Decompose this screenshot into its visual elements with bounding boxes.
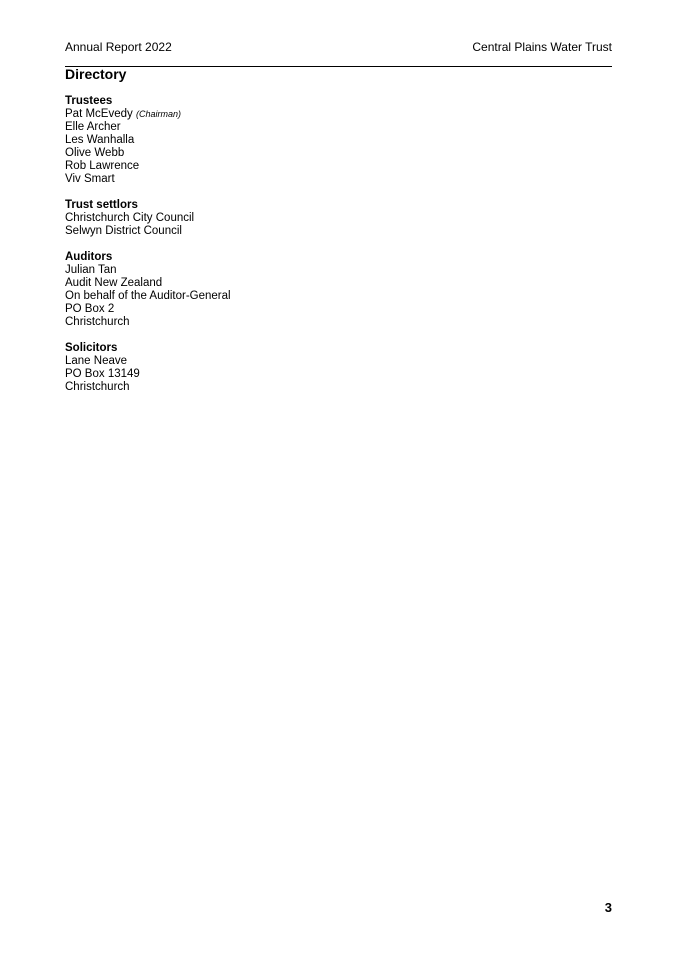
solicitors-section (65, 342, 465, 394)
trustee-name: Pat McEvedy (65, 108, 133, 120)
page-title: Directory (65, 66, 127, 82)
auditor-line: Christchurch (65, 316, 130, 328)
trustee-item (65, 108, 465, 121)
auditor-line: Audit New Zealand (65, 277, 163, 289)
settlors-section (65, 199, 465, 238)
trustee-item: Elle Archer (65, 121, 121, 133)
trustee-item: Viv Smart (65, 173, 115, 185)
directory-sections (65, 95, 465, 407)
auditors-heading: Auditors (65, 251, 113, 263)
trustees-heading: Trustees (65, 95, 113, 107)
auditor-line: On behalf of the Auditor-General (65, 290, 231, 302)
solicitors-heading: Solicitors (65, 342, 118, 354)
trustees-section (65, 95, 465, 186)
solicitor-line: Lane Neave (65, 355, 128, 367)
settlor-item: Selwyn District Council (65, 225, 182, 237)
settlors-heading: Trust settlors (65, 199, 138, 211)
auditor-line: Julian Tan (65, 264, 117, 276)
trustee-item: Rob Lawrence (65, 160, 140, 172)
trustee-item: Olive Webb (65, 147, 125, 159)
auditors-section (65, 251, 465, 329)
chairman-note: (Chairman) (135, 109, 181, 119)
trustee-item: Les Wanhalla (65, 134, 135, 146)
page-header (65, 40, 612, 67)
report-title: Annual Report 2022 (65, 40, 172, 54)
solicitor-line: PO Box 13149 (65, 368, 140, 380)
auditor-line: PO Box 2 (65, 303, 115, 315)
solicitor-line: Christchurch (65, 381, 130, 393)
page-number: 3 (604, 900, 612, 915)
organisation-name: Central Plains Water Trust (472, 40, 612, 54)
settlor-item: Christchurch City Council (65, 212, 195, 224)
